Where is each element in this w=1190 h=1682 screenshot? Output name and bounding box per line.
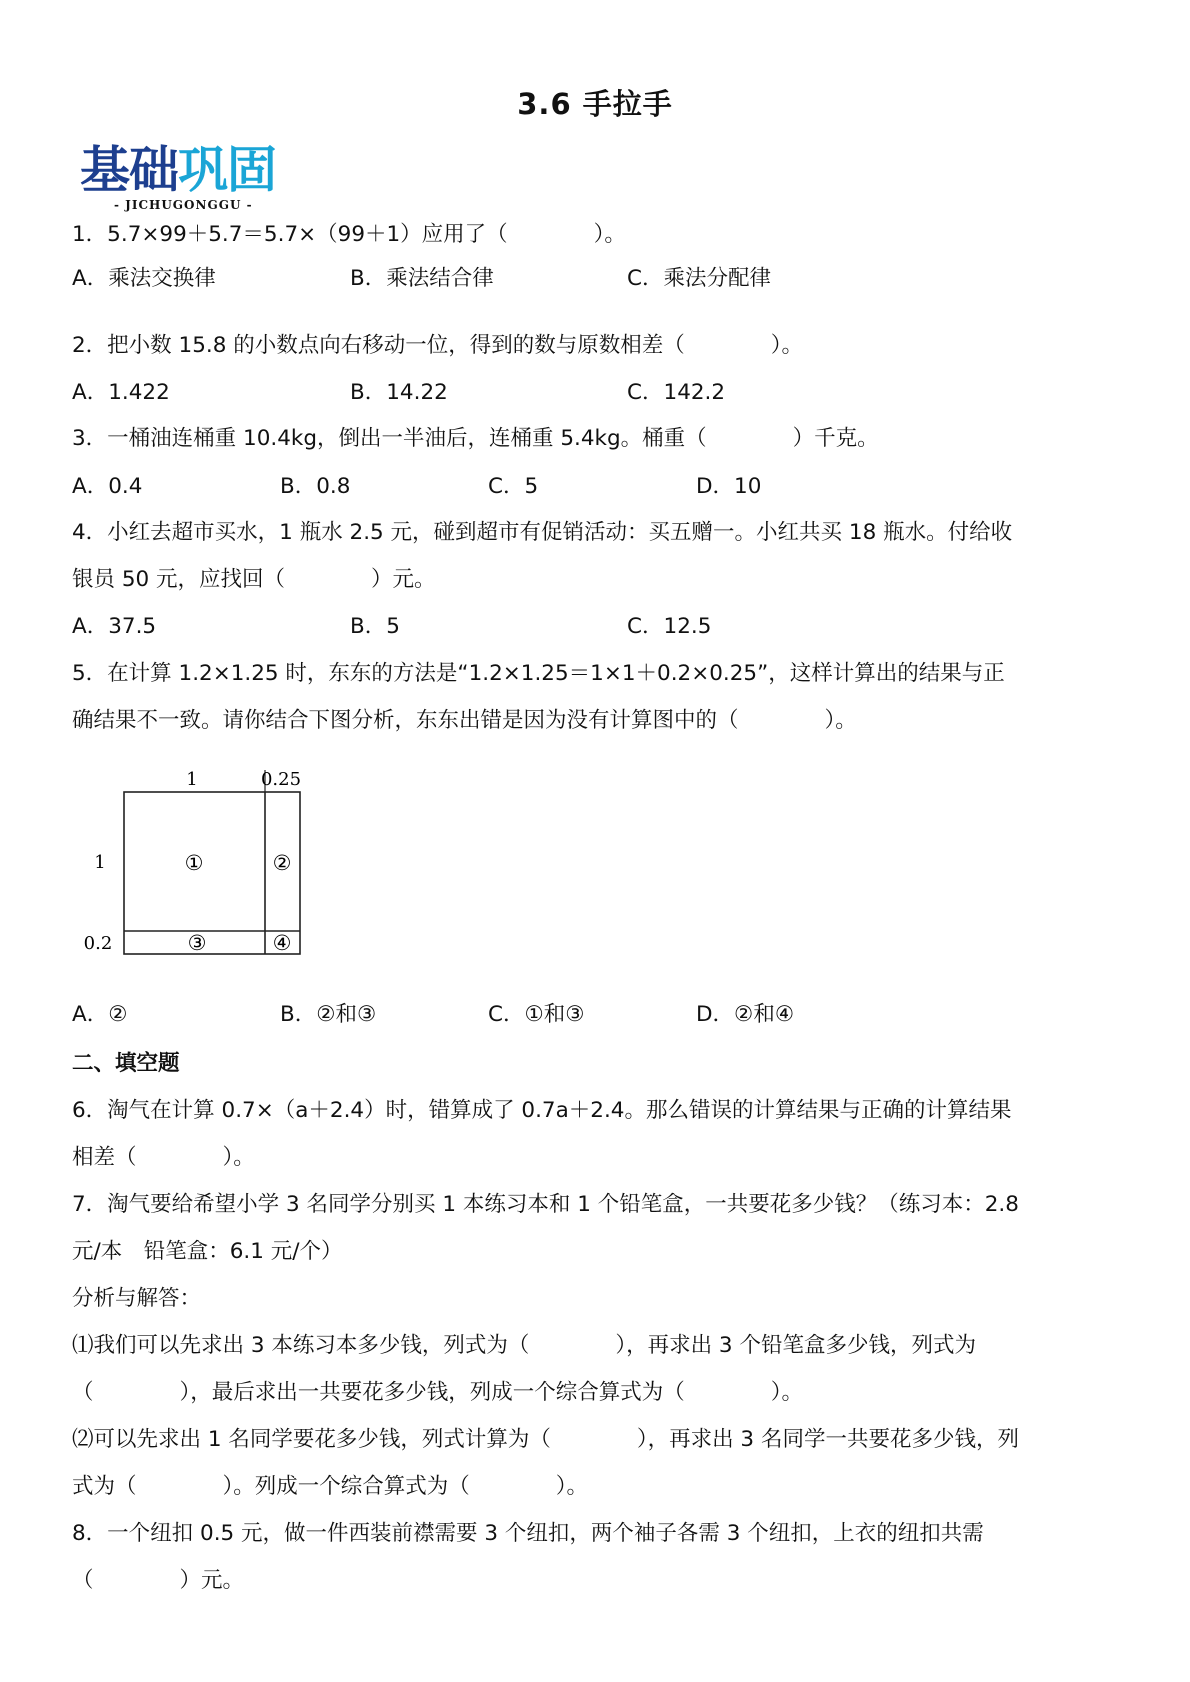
- question-8-line-2: （ ）元。: [72, 1568, 245, 1593]
- question-5-line-2: 确结果不一致。请你结合下图分析，东东出错是因为没有计算图中的（ ）。: [72, 708, 857, 733]
- diagram-top-label-1: 1: [186, 769, 198, 790]
- diagram-region-2: ②: [272, 851, 292, 875]
- question-7-line-2: 元/本 铅笔盒：6.1 元/个）: [72, 1239, 343, 1264]
- q1-option-b: B．乘法结合律: [350, 266, 494, 291]
- logo-text-a: 基础: [80, 141, 178, 199]
- question-6-line-2: 相差（ ）。: [72, 1145, 255, 1170]
- question-7-part-1-line-2: （ ），最后求出一共要花多少钱，列成一个综合算式为（ ）。: [72, 1380, 804, 1405]
- logo-subtitle: - JICHUGONGGU -: [114, 198, 253, 212]
- q5-option-a: A．②: [72, 1002, 128, 1027]
- question-8-line-1: 8．一个纽扣 0.5 元，做一件西装前襟需要 3 个纽扣，两个袖子各需 3 个纽扣，上衣的纽扣共需: [72, 1521, 984, 1546]
- q5-option-c: C．①和③: [488, 1002, 585, 1027]
- question-7-line-1: 7．淘气要给希望小学 3 名同学分别买 1 本练习本和 1 个铅笔盒，一共要花多少钱？（练习本：2.8: [72, 1192, 1019, 1217]
- q2-option-b: B．14.22: [350, 380, 448, 405]
- q4-option-c: C．12.5: [627, 614, 712, 639]
- q1-option-a: A．乘法交换律: [72, 266, 216, 291]
- q5-option-b: B．②和③: [280, 1002, 377, 1027]
- question-7-part-1-line-1: ⑴我们可以先求出 3 本练习本多少钱，列式为（ ），再求出 3 个铅笔盒多少钱，列式为: [72, 1333, 976, 1358]
- diagram-top-label-0-25: 0.25: [260, 769, 302, 790]
- question-5-line-1: 5．在计算 1.2×1.25 时，东东的方法是“1.2×1.25＝1×1＋0.2×0.25”，这样计算出的结果与正: [72, 661, 1005, 686]
- diagram-region-1: ①: [184, 851, 204, 875]
- question-1: 1．5.7×99＋5.7＝5.7×（99＋1）应用了（ ）。: [72, 222, 626, 247]
- section-logo: [80, 143, 290, 215]
- q5-option-d: D．②和④: [696, 1002, 795, 1027]
- q3-option-a: A．0.4: [72, 474, 143, 499]
- q3-option-c: C．5: [488, 474, 539, 499]
- question-4-line-1: 4．小红去超市买水，1 瓶水 2.5 元，碰到超市有促销活动：买五赠一。小红共买 18 瓶水。付给收: [72, 520, 1013, 545]
- q3-option-d: D．10: [696, 474, 762, 499]
- question-6-line-1: 6．淘气在计算 0.7×（a＋2.4）时，错算成了 0.7a＋2.4。那么错误的计算结果与正确的计算结果: [72, 1098, 1012, 1123]
- diagram-region-3: ③: [187, 931, 207, 955]
- diagram-region-4: ④: [272, 931, 292, 955]
- diagram-side-label-0-2: 0.2: [83, 933, 113, 954]
- logo-text-b: 巩固: [178, 141, 276, 199]
- question-7-part-2-line-1: ⑵可以先求出 1 名同学要花多少钱，列式计算为（ ），再求出 3 名同学一共要花多少钱，列: [72, 1427, 1019, 1452]
- q4-option-b: B．5: [350, 614, 400, 639]
- q3-option-b: B．0.8: [280, 474, 351, 499]
- q2-option-a: A．1.422: [72, 380, 170, 405]
- question-2: 2．把小数 15.8 的小数点向右移动一位，得到的数与原数相差（ ）。: [72, 333, 803, 358]
- diagram-side-label-1: 1: [94, 852, 106, 873]
- q2-option-c: C．142.2: [627, 380, 726, 405]
- page-title: 3.6 手拉手: [517, 87, 673, 121]
- question-7-part-2-line-2: 式为（ ）。列成一个综合算式为（ ）。: [72, 1474, 589, 1499]
- logo-text: [80, 143, 276, 197]
- question-3: 3．一桶油连桶重 10.4kg，倒出一半油后，连桶重 5.4kg。桶重（ ）千克。: [72, 426, 879, 451]
- question-7-analysis-label: 分析与解答：: [72, 1286, 202, 1311]
- q4-option-a: A．37.5: [72, 614, 157, 639]
- q1-option-c: C．乘法分配律: [627, 266, 772, 291]
- section-2-heading: 二、填空题: [72, 1051, 180, 1076]
- question-4-line-2: 银员 50 元，应找回（ ）元。: [72, 567, 436, 592]
- area-model-diagram: [80, 760, 320, 960]
